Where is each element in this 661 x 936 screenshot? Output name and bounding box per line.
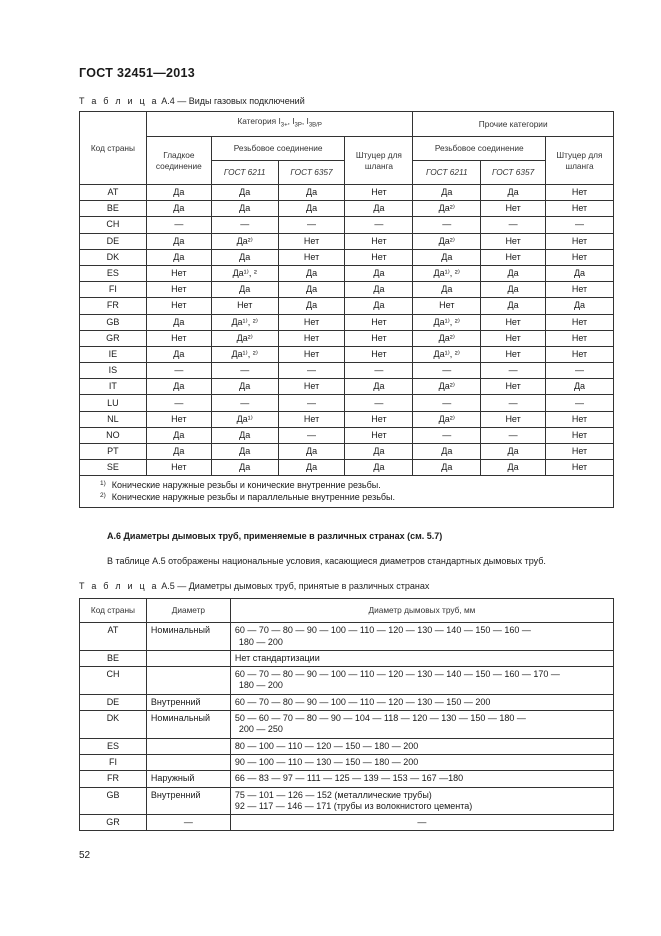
table-cell: Да (211, 444, 278, 460)
table-cell: Нет (546, 314, 614, 330)
gost6357-header: ГОСТ 6357 (278, 161, 345, 185)
table-cell: Да¹⁾, ²⁾ (413, 314, 481, 330)
country-code-cell: FI (80, 282, 147, 298)
country-code-cell: NO (80, 427, 147, 443)
hose-nozzle-header: Штуцер для шланга (345, 137, 413, 185)
country-code-cell: ES (80, 265, 147, 281)
table-cell: Да (413, 185, 481, 201)
country-code-cell: AT (80, 185, 147, 201)
table-cell: Да (481, 298, 546, 314)
table-cell: Нет (481, 201, 546, 217)
table-cell: Нет (481, 346, 546, 362)
diameter-values-line: 90 — 100 — 110 — 130 — 150 — 180 — 200 (234, 756, 419, 767)
table-cell: Нет (481, 411, 546, 427)
country-code-cell: DE (80, 694, 147, 710)
country-code-cell: FR (80, 298, 147, 314)
table-cell: — (481, 395, 546, 411)
table-cell: — (413, 395, 481, 411)
diameter-values-cell (230, 711, 613, 739)
diameter-values-cell (230, 650, 613, 666)
table-cell: Нет (278, 314, 345, 330)
table-cell: Да (146, 379, 211, 395)
table-cell: — (413, 427, 481, 443)
table4-caption (79, 96, 305, 106)
table-cell: Нет (481, 379, 546, 395)
table-cell: Да (481, 185, 546, 201)
table-cell: — (481, 363, 546, 379)
smooth-connection-header: Гладкое соединение (146, 137, 211, 185)
table-row (80, 623, 614, 651)
country-code-cell: PT (80, 444, 147, 460)
table-cell: Нет (345, 346, 413, 362)
diameter-type-cell (146, 754, 230, 770)
table-row (80, 233, 614, 249)
diameter-type-cell: Наружный (146, 771, 230, 787)
table-cell: — (546, 363, 614, 379)
table-cell: Нет (481, 314, 546, 330)
table-row (80, 754, 614, 770)
table-cell: — (146, 363, 211, 379)
table-row (80, 298, 614, 314)
col-diameter-header: Диаметр (146, 599, 230, 623)
table-cell: — (413, 363, 481, 379)
col-country-header-t5: Код страны (80, 599, 147, 623)
col-country-header: Код страны (80, 112, 147, 185)
table-cell: Нет (345, 427, 413, 443)
table-cell: Да (146, 427, 211, 443)
table-cell: Да (345, 444, 413, 460)
threaded-connection-header: Резьбовое соединение (211, 137, 345, 161)
table4-caption-prefix: Т а б л и ц а (79, 96, 159, 106)
table-cell: Да (546, 298, 614, 314)
country-code-cell: LU (80, 395, 147, 411)
table-row (80, 217, 614, 233)
table-cell: — (146, 217, 211, 233)
category-label: Категория I (237, 116, 281, 127)
diameter-type-cell: Внутренний (146, 694, 230, 710)
table-cell: Нет (146, 411, 211, 427)
country-code-cell: IT (80, 379, 147, 395)
table-row (80, 650, 614, 666)
country-code-cell: CH (80, 667, 147, 695)
diameter-values-line: 80 — 100 — 110 — 120 — 150 — 180 — 200 (234, 740, 419, 751)
table-cell: — (278, 363, 345, 379)
table-row (80, 201, 614, 217)
table-cell: Да (146, 185, 211, 201)
table-cell: Да (211, 379, 278, 395)
table-row (80, 249, 614, 265)
table-cell: Да (345, 298, 413, 314)
table4-footnotes (80, 476, 614, 508)
country-code-cell: BE (80, 201, 147, 217)
table-row (80, 346, 614, 362)
gas-connections-table (79, 111, 614, 508)
table-cell: — (211, 217, 278, 233)
table-cell: Нет (546, 411, 614, 427)
diameter-type-cell (146, 738, 230, 754)
table5-caption-text: А.5 — Диаметры дымовых труб, принятые в различных странах (158, 581, 430, 591)
table-row (80, 395, 614, 411)
table-cell: Да (211, 249, 278, 265)
table-cell: Да²⁾ (413, 233, 481, 249)
table-cell: Нет (481, 233, 546, 249)
table-cell: Да (146, 346, 211, 362)
category-sub-2: 3P (294, 122, 302, 129)
table-row (80, 314, 614, 330)
footnote-2: $^{2)}$ Конические наружные резьбы и параллельные внутренние резьбы. (100, 491, 396, 502)
diameter-type-cell: Номинальный (146, 623, 230, 651)
table-cell: — (211, 395, 278, 411)
diameter-values-line: 92 — 117 — 146 — 171 (трубы из волокнистого цемента) (234, 800, 473, 811)
table-cell: Нет (278, 346, 345, 362)
table-cell: — (146, 395, 211, 411)
diameter-values-line: 60 — 70 — 80 — 90 — 100 — 110 — 120 — 130 — 140 — 150 — 160 — 170 — (234, 669, 560, 680)
table-row (80, 427, 614, 443)
table-cell: Да (481, 460, 546, 476)
table-cell: — (278, 427, 345, 443)
table-cell: — (345, 217, 413, 233)
diameter-type-cell: Номинальный (146, 711, 230, 739)
table-row (80, 711, 614, 739)
diameter-values-line: 75 — 101 — 126 — 152 (металлические трубы) (234, 789, 432, 800)
table-cell: Да (278, 201, 345, 217)
diameter-values-cell (230, 738, 613, 754)
diameter-values-line: — (417, 817, 427, 828)
table-cell: Нет (413, 298, 481, 314)
country-code-cell: BE (80, 650, 147, 666)
diameter-type-cell: — (146, 815, 230, 831)
table-cell: — (546, 395, 614, 411)
country-code-cell: IS (80, 363, 147, 379)
table-cell: — (211, 363, 278, 379)
table-cell: Нет (278, 330, 345, 346)
table-row (80, 363, 614, 379)
table-cell: Нет (278, 249, 345, 265)
table-cell: Да (413, 444, 481, 460)
table-cell: Да (345, 379, 413, 395)
diameter-values-line: 180 — 200 (238, 636, 283, 647)
table-cell: Да (278, 265, 345, 281)
table-row (80, 444, 614, 460)
table-cell: Нет (278, 379, 345, 395)
table-cell: Нет (211, 298, 278, 314)
table-cell: Да (211, 460, 278, 476)
table-cell: — (278, 217, 345, 233)
country-code-cell: DK (80, 249, 147, 265)
table-cell: Да (481, 265, 546, 281)
table-cell: Да¹⁾, ²⁾ (413, 265, 481, 281)
table-cell: Нет (546, 346, 614, 362)
table-cell: Да (546, 379, 614, 395)
table-cell: Нет (345, 411, 413, 427)
table-cell: Да¹⁾, ²⁾ (211, 314, 278, 330)
diameter-values-line: 66 — 83 — 97 — 111 — 125 — 139 — 153 — 167 —180 (234, 773, 464, 784)
diameter-type-cell (146, 667, 230, 695)
diameter-values-cell (230, 694, 613, 710)
table-cell: — (345, 395, 413, 411)
hose-nozzle-header-2: Штуцер для шланга (546, 137, 614, 185)
table-cell: — (546, 217, 614, 233)
table-row (80, 694, 614, 710)
table-cell: Нет (146, 265, 211, 281)
diameter-values-cell (230, 815, 613, 831)
gost6211-header: ГОСТ 6211 (211, 161, 278, 185)
category-sub-3: 3B/P (308, 122, 322, 129)
col-values-header: Диаметр дымовых труб, мм (230, 599, 613, 623)
diameter-values-line: 60 — 70 — 80 — 90 — 100 — 110 — 120 — 130 — 140 — 150 — 160 — (234, 625, 531, 636)
table-cell: Нет (481, 330, 546, 346)
diameter-values-cell (230, 667, 613, 695)
country-code-cell: GR (80, 330, 147, 346)
table-row (80, 265, 614, 281)
footnote-1: $^{1)}$ Конические наружные резьбы и конические внутренние резьбы. (100, 480, 381, 491)
table-cell: Да (481, 444, 546, 460)
page-header: ГОСТ 32451—2013 (79, 66, 196, 80)
table-cell: Да¹⁾, ² (211, 265, 278, 281)
diameter-values-line: 60 — 70 — 80 — 90 — 100 — 110 — 120 — 130 — 150 — 200 (234, 696, 491, 707)
table-cell: Да²⁾ (413, 411, 481, 427)
table-cell: Да (278, 282, 345, 298)
table-cell: Да (211, 185, 278, 201)
table-cell: Нет (546, 249, 614, 265)
table-cell: Нет (345, 185, 413, 201)
table-cell: Да (413, 460, 481, 476)
table-row (80, 411, 614, 427)
diameter-values-cell (230, 754, 613, 770)
table-row (80, 787, 614, 815)
gost6211-header-2: ГОСТ 6211 (413, 161, 481, 185)
other-categories-header: Прочие категории (413, 112, 614, 137)
table-cell: Нет (146, 298, 211, 314)
table-cell: Нет (546, 460, 614, 476)
table-row (80, 460, 614, 476)
table-row (80, 667, 614, 695)
country-code-cell: DE (80, 233, 147, 249)
table-cell: Да (413, 249, 481, 265)
table-cell: Да (345, 460, 413, 476)
country-code-cell: CH (80, 217, 147, 233)
section-title: А.6 Диаметры дымовых труб, применяемые в различных странах (см. 5.7) (107, 531, 443, 541)
category-sub-1: 3+ (280, 122, 288, 129)
table-cell: Да (278, 185, 345, 201)
table-cell: — (413, 217, 481, 233)
table-cell: Нет (481, 249, 546, 265)
diameter-values-cell (230, 787, 613, 815)
table-cell: Нет (278, 233, 345, 249)
country-code-cell: NL (80, 411, 147, 427)
table-cell: Нет (345, 249, 413, 265)
table-cell: Нет (546, 233, 614, 249)
country-code-cell: DK (80, 711, 147, 739)
table-row (80, 738, 614, 754)
table-cell: Нет (146, 282, 211, 298)
table-cell: Да¹⁾, ²⁾ (211, 346, 278, 362)
table-cell: Да (146, 314, 211, 330)
table-row (80, 771, 614, 787)
table-cell: Да (345, 265, 413, 281)
table-cell: Нет (546, 330, 614, 346)
table-row (80, 185, 614, 201)
table-cell: Да²⁾ (413, 201, 481, 217)
table-cell: Да¹⁾ (211, 411, 278, 427)
table-cell: — (278, 395, 345, 411)
table-cell: Да (546, 265, 614, 281)
table-cell: Нет (546, 282, 614, 298)
table-cell: Нет (345, 314, 413, 330)
table-cell: Да²⁾ (211, 233, 278, 249)
table-cell: Нет (345, 233, 413, 249)
country-code-cell: GB (80, 787, 147, 815)
gost6357-header-2: ГОСТ 6357 (481, 161, 546, 185)
country-code-cell: IE (80, 346, 147, 362)
country-code-cell: GR (80, 815, 147, 831)
table-cell: Нет (546, 185, 614, 201)
diameter-values-cell (230, 771, 613, 787)
table-row (80, 379, 614, 395)
table-row (80, 282, 614, 298)
table-row (80, 815, 614, 831)
table4-caption-text: А.4 — Виды газовых подключений (158, 96, 305, 106)
diameter-values-line: 200 — 250 (238, 724, 283, 735)
table5-caption (79, 581, 429, 591)
table-cell: Да (345, 201, 413, 217)
country-code-cell: FR (80, 771, 147, 787)
table-cell: Нет (146, 330, 211, 346)
threaded-connection-header-2: Резьбовое соединение (413, 137, 546, 161)
table-cell: Да (211, 282, 278, 298)
diameter-values-line: 50 — 60 — 70 — 80 — 90 — 104 — 118 — 120 — 130 — 150 — 180 — (234, 713, 526, 724)
table-cell: Да (413, 282, 481, 298)
table-cell: Да (278, 298, 345, 314)
country-code-cell: FI (80, 754, 147, 770)
country-code-cell: AT (80, 623, 147, 651)
country-code-cell: ES (80, 738, 147, 754)
table-cell: Нет (546, 444, 614, 460)
table-cell: Да (146, 201, 211, 217)
section-paragraph: В таблице А.5 отображены национальные условия, касающиеся диаметров стандартных дымовых труб. (107, 556, 546, 566)
country-code-cell: SE (80, 460, 147, 476)
table-cell: Да²⁾ (413, 330, 481, 346)
table-cell: Да¹⁾, ²⁾ (413, 346, 481, 362)
table-cell: — (481, 217, 546, 233)
table-cell: Нет (146, 460, 211, 476)
table-cell: Да (211, 201, 278, 217)
table-row (80, 330, 614, 346)
table-cell: — (345, 363, 413, 379)
category-group-header: Категория $I_{3+}$, $I_{3P}$, $I_{3B/P}$ (146, 112, 413, 137)
diameter-type-cell: Внутренний (146, 787, 230, 815)
table-cell: Да (345, 282, 413, 298)
diameter-values-cell (230, 623, 613, 651)
table-cell: Да (146, 249, 211, 265)
table5-caption-prefix: Т а б л и ц а (79, 581, 159, 591)
diameter-values-line: 180 — 200 (238, 680, 283, 691)
table-cell: Да (278, 460, 345, 476)
diameter-values-line: Нет стандартизации (234, 652, 320, 663)
table-cell: Да (278, 444, 345, 460)
table-cell: Да (146, 444, 211, 460)
table-cell: Да²⁾ (211, 330, 278, 346)
flue-diameters-table (79, 598, 614, 831)
table-cell: Нет (345, 330, 413, 346)
page-number: 52 (79, 850, 91, 861)
table-cell: Нет (546, 427, 614, 443)
table-cell: Да (146, 233, 211, 249)
diameter-type-cell (146, 650, 230, 666)
country-code-cell: GB (80, 314, 147, 330)
table-cell: Нет (278, 411, 345, 427)
table-cell: Да (481, 282, 546, 298)
table-cell: Нет (546, 201, 614, 217)
table-cell: — (481, 427, 546, 443)
table-cell: Да²⁾ (413, 379, 481, 395)
table-cell: Да (211, 427, 278, 443)
